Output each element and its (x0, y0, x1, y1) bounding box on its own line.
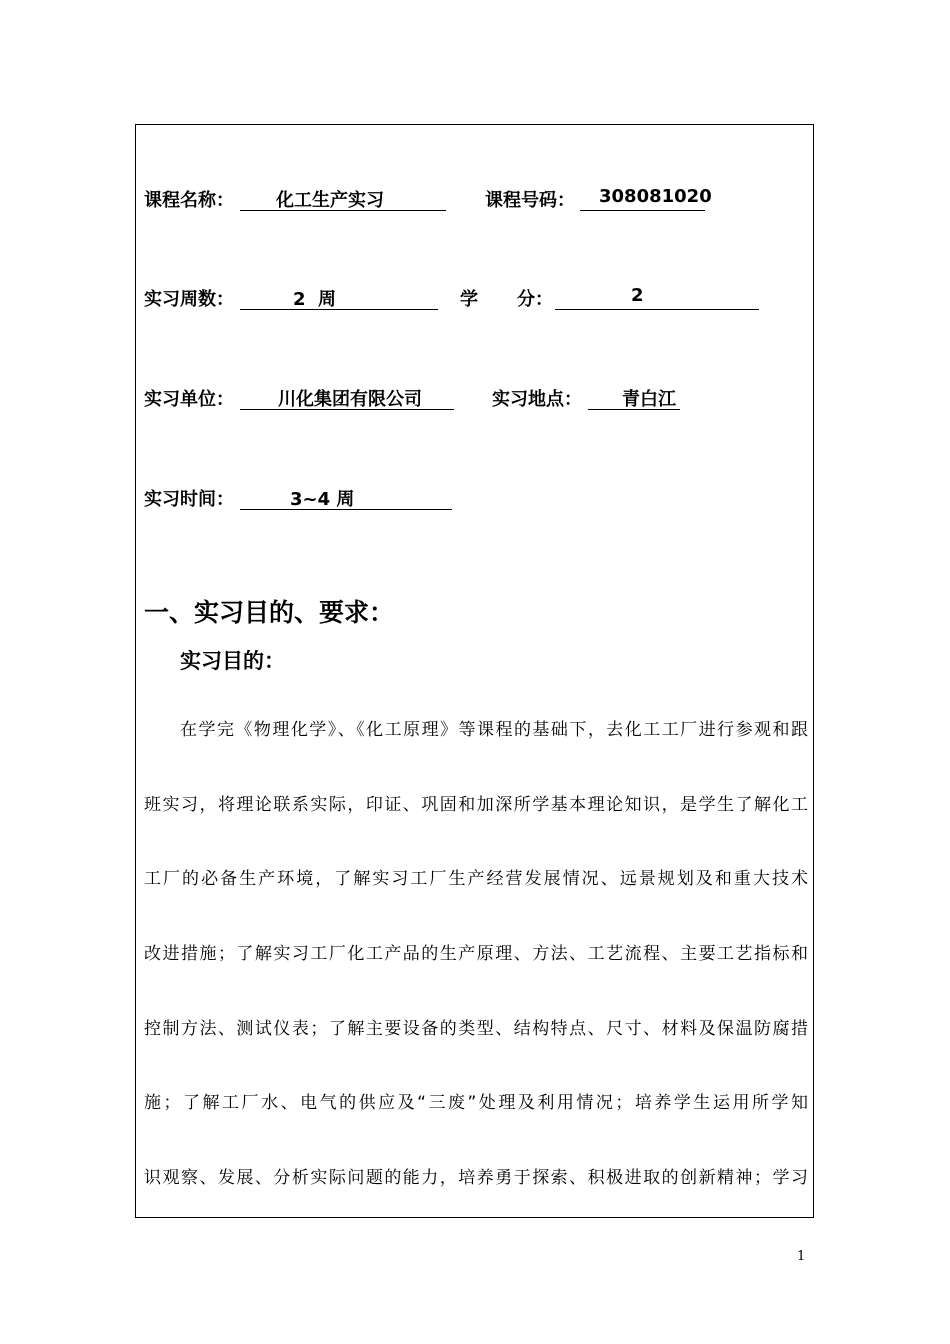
place-field (588, 385, 680, 410)
credit-field (555, 285, 759, 310)
time-value: 3~4 周 (290, 489, 355, 510)
weeks-field (240, 285, 438, 310)
place-value: 青白江 (622, 389, 676, 410)
course-code-value: 308081020 (599, 186, 712, 207)
credit-label-part2: 分： (517, 289, 553, 310)
unit-label: 实习单位： (144, 389, 234, 410)
purpose-paragraph (144, 693, 808, 1216)
credit-label-part1: 学 (460, 289, 478, 310)
paragraph-line: 班实习，将理论联系实际，印证、巩固和加深所学基本理论知识，是学生了解化工 (144, 794, 808, 815)
paragraph-line: 施；了解工厂水、电气的供应及“三废”处理及利用情况；培养学生运用所学知 (144, 1093, 808, 1114)
unit-field (240, 385, 454, 410)
paragraph-line: 识观察、发展、分析实际问题的能力，培养勇于探索、积极进取的创新精神；学习 (144, 1168, 808, 1189)
weeks-label: 实习周数： (144, 289, 234, 310)
time-label: 实习时间： (144, 489, 234, 510)
course-code-field (580, 186, 712, 211)
subsection-heading: 实习目的： (180, 649, 285, 673)
credit-value: 2 (631, 285, 644, 306)
paragraph-line: 改进措施；了解实习工厂化工产品的生产原理、方法、工艺流程、主要工艺指标和 (144, 944, 808, 965)
paragraph-line: 工厂的必备生产环境，了解实习工厂生产经营发展情况、远景规划及和重大技术 (144, 869, 808, 890)
unit-value: 川化集团有限公司 (278, 389, 422, 410)
course-code-label: 课程号码： (485, 190, 575, 211)
course-name-field (240, 186, 446, 211)
weeks-value: 2 周 (293, 289, 337, 310)
time-field (240, 485, 452, 510)
page-number: 1 (797, 1249, 806, 1264)
course-name-label: 课程名称： (144, 190, 234, 211)
paragraph-line: 控制方法、测试仪表；了解主要设备的类型、结构特点、尺寸、材料及保温防腐措 (144, 1018, 808, 1039)
section-heading: 一、实习目的、要求： (144, 598, 395, 627)
course-name-value: 化工生产实习 (276, 190, 384, 211)
place-label: 实习地点： (492, 389, 582, 410)
paragraph-line: 在学完《物理化学》、《化工原理》等课程的基础下，去化工工厂进行参观和跟 (180, 720, 808, 740)
